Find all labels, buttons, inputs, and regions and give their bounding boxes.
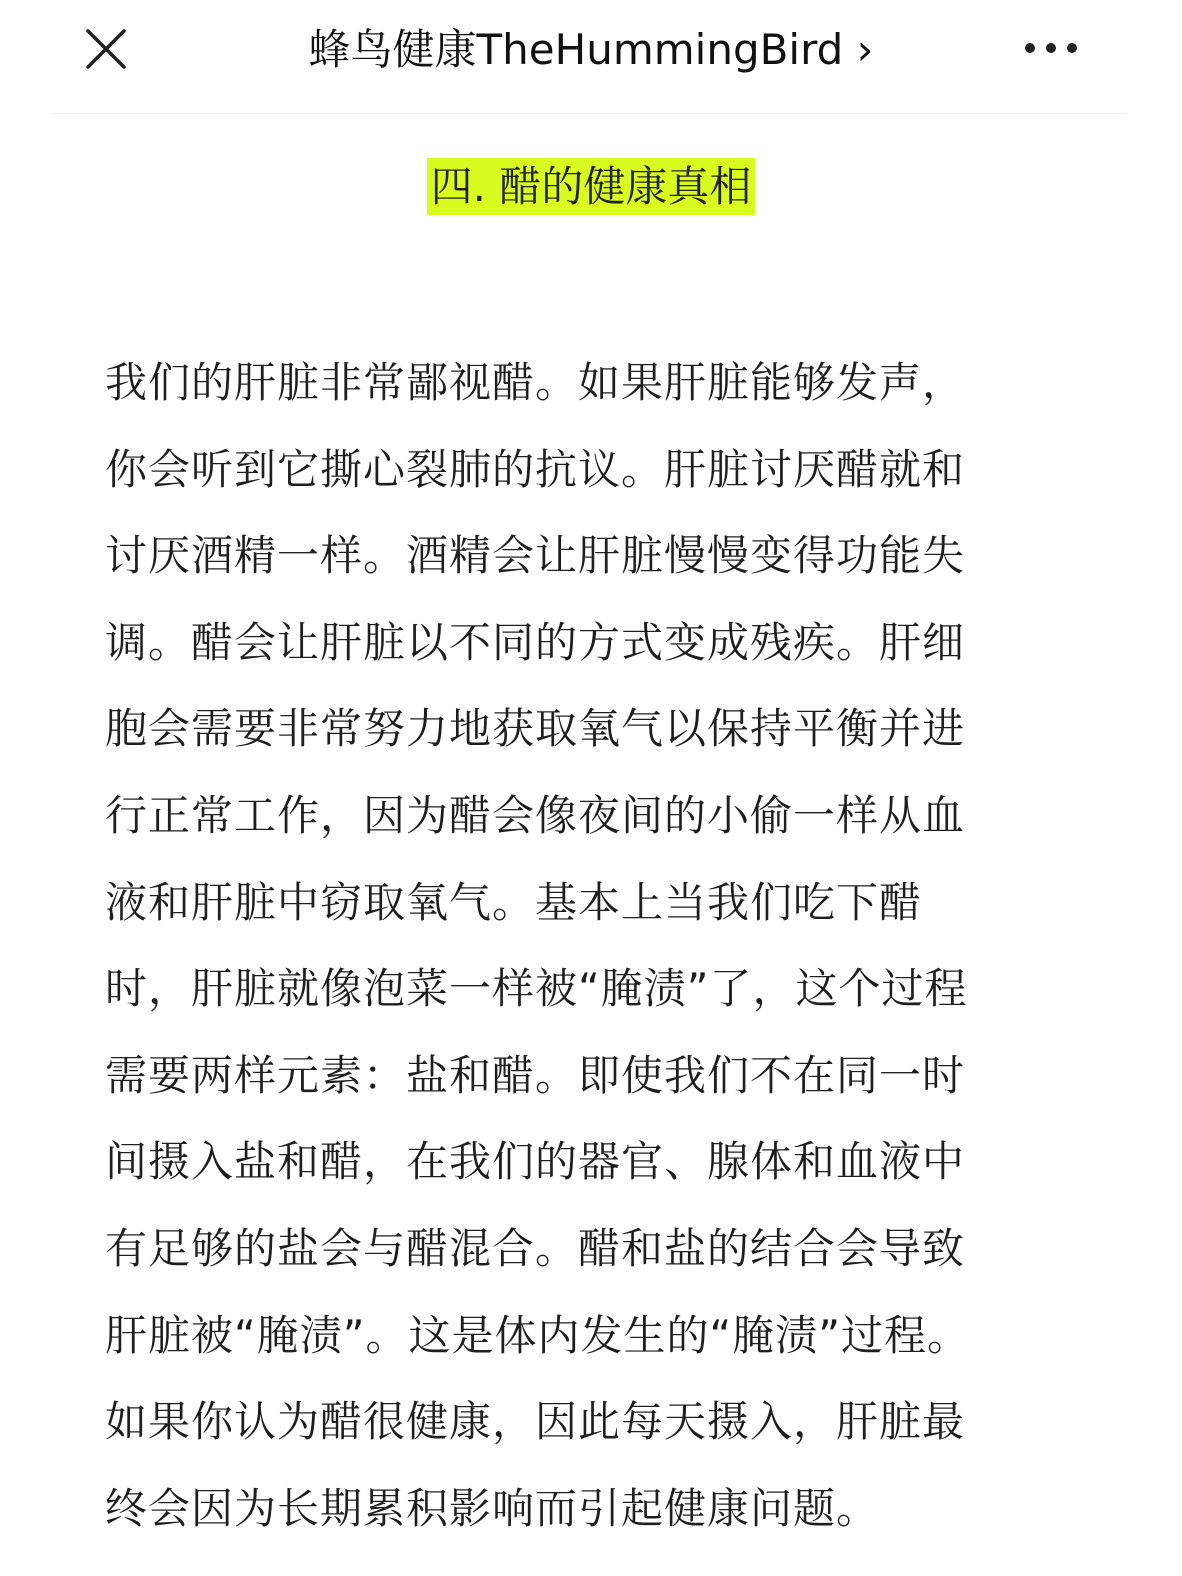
paragraph-line: 肝脏被“腌渍”。这是体内发生的“腌渍”过程。: [105, 1310, 971, 1360]
top-bar: [0, 0, 1182, 112]
paragraph-line: 我们的肝脏非常鄙视醋。如果肝脏能够发声，: [105, 358, 966, 407]
paragraph-line: 终会因为长期累积影响而引起健康问题。: [105, 1483, 880, 1533]
paragraph-line: 调。醋会让肝脏以不同的方式变成残疾。肝细: [105, 617, 966, 667]
paragraph-line: 你会听到它撕心裂肺的抗议。肝脏讨厌醋就和: [105, 444, 966, 494]
header-divider: [52, 113, 1126, 114]
paragraph-line: 讨厌酒精一样。酒精会让肝脏慢慢变得功能失: [105, 531, 966, 581]
article-body: [105, 340, 1065, 1552]
paragraph-line: 需要两样元素：盐和醋。即使我们不在同一时: [105, 1050, 966, 1100]
paragraph-line: 如果你认为醋很健康，因此每天摄入，肝脏最: [105, 1397, 966, 1447]
section-heading-wrap: [0, 158, 1182, 215]
chevron-right-icon: ›: [856, 25, 874, 74]
paragraph-line: 液和肝脏中窃取氧气。基本上当我们吃下醋: [105, 877, 923, 927]
paragraph-line: 间摄入盐和醋，在我们的器官、腺体和血液中: [105, 1137, 966, 1187]
paragraph-line: 行正常工作，因为醋会像夜间的小偷一样从血: [105, 790, 966, 840]
section-heading: 四. 醋的健康真相: [427, 158, 756, 215]
paragraph-line: 有足够的盐会与醋混合。醋和盐的结合会导致: [105, 1223, 966, 1273]
account-title-link[interactable]: [0, 22, 1182, 78]
account-name: 蜂鸟健康TheHummingBird: [308, 25, 844, 74]
paragraph-line: 胞会需要非常努力地获取氧气以保持平衡并进: [105, 704, 966, 754]
paragraph-line: 时，肝脏就像泡菜一样被“腌渍”了，这个过程: [105, 964, 968, 1014]
more-icon[interactable]: [1024, 36, 1078, 60]
